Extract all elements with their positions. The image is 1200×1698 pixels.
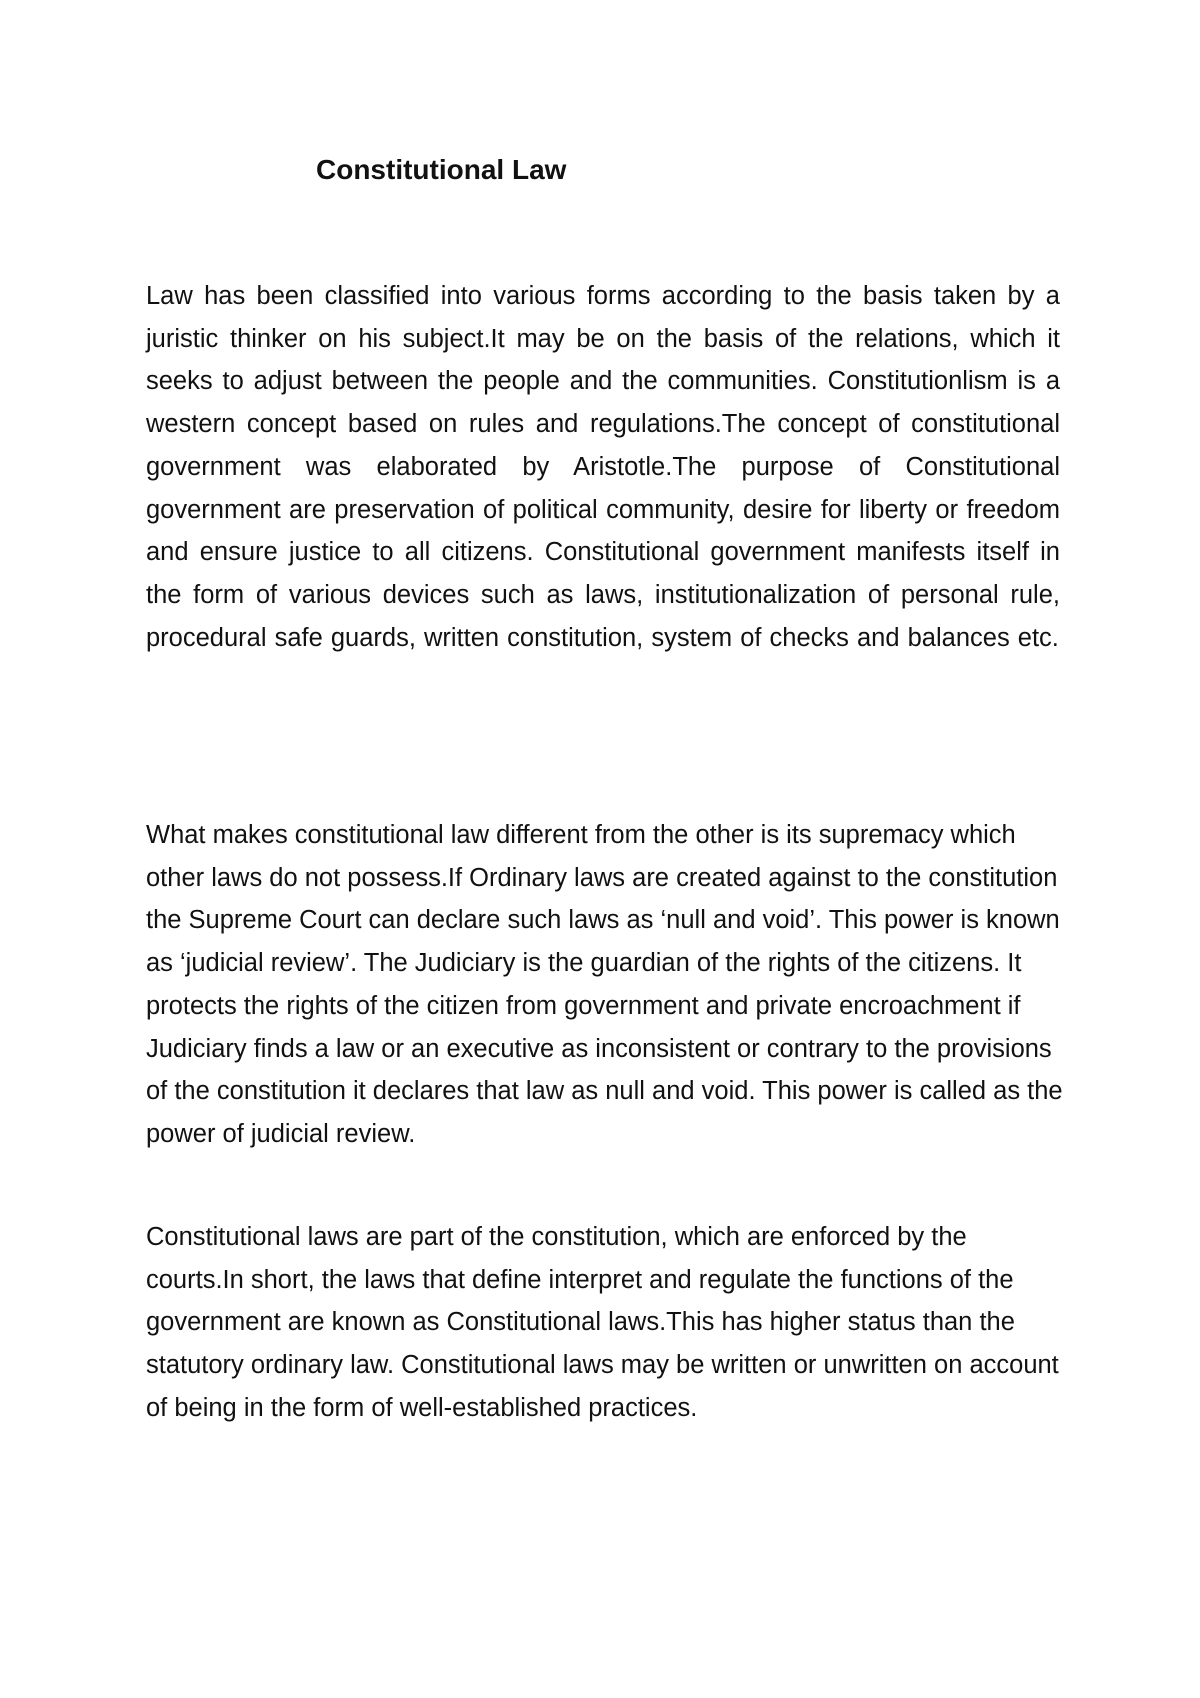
paragraph-3: Constitutional laws are part of the constitution, which are enforced by the courts.In short, the laws that define interpret and regulate the functions of the government are known as Constitutional laws.This has higher status than the statutory ordinary law. Constitutional laws may be written or unwritten on account of being in the form of well-established practices.: [146, 1223, 1059, 1422]
document-title: Constitutional Law: [316, 154, 567, 185]
paragraph-2: What makes constitutional law different from the other is its supremacy which other laws do not possess.If Ordinary laws are created against to the constitution the Supreme Court can declare such laws as ‘null and void’. This power is known as ‘judicial review’. The Judiciary is the guardian of the rights of the citizens. It protects the rights of the citizen from government and private encroachment if Judiciary finds a law or an executive as inconsistent or contrary to the provisions of the constitution it declares that law as null and void. This power is called as the power of judicial review.: [146, 821, 1063, 1148]
paragraph-1: Law has been classified into various forms according to the basis taken by a juristic thinker on his subject.It may be on the basis of the relations, which it seeks to adjust between the people and the communities. Constitutionlism is a western concept based on rules and regulations.The concept of constitutional government was elaborated by Aristotle.The purpose of Constitutional government are preservation of political community, desire for liberty or freedom and ensure justice to all citizens. Constitutional government manifests itself in the form of various devices such as laws, institutionalization of personal rule, procedural safe guards, written constitution, system of checks and balances etc.: [146, 282, 1060, 652]
